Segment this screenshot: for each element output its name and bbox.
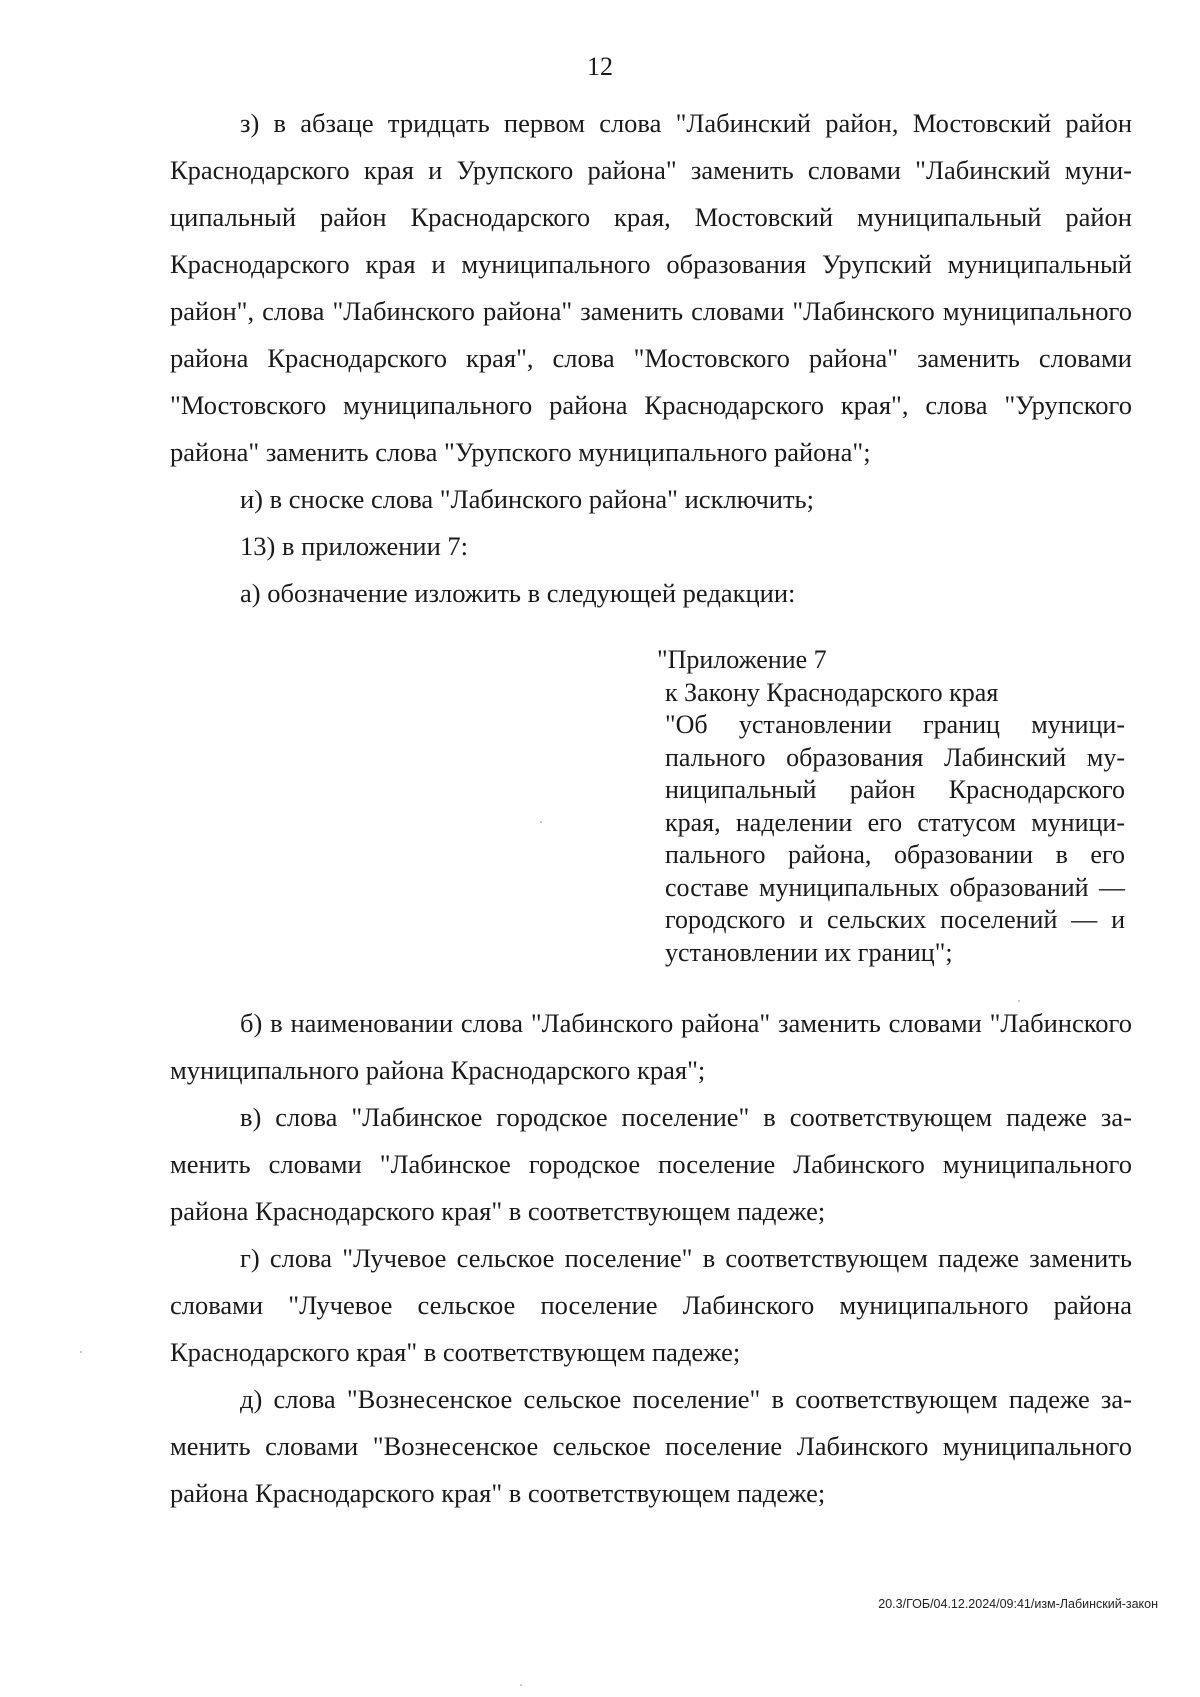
appendix-title: "Приложение 7 — [657, 645, 827, 674]
paragraph-b: б) в наименовании слова "Лабинского района" заменить словами "Лабинского муниципального района Краснодарского края"; — [170, 1008, 1132, 1085]
paragraph-d: д) слова "Вознесенское сельское поселение" в соответствующем падеже заменить словами "Вознесенское сельское поселение Лабинского муниципального района Краснодарского края" в соответствующем падеже; — [170, 1384, 1132, 1508]
appendix-law-ref: к Закону Краснодарского края — [665, 677, 999, 707]
scan-speck — [1018, 1000, 1020, 1002]
scan-speck — [520, 1684, 522, 1686]
scan-speck — [80, 1351, 82, 1353]
paragraph-g: г) слова "Лучевое сельское поселение" в соответствующем падеже заменить словами "Лучевое сельское поселение Лабинского муниципального района Краснодарского края" в соответствующем падеже; — [170, 1243, 1132, 1367]
document-registration-code: 20.3/ГОБ/04.12.2024/09:41/изм-Лабинский-закон — [878, 1597, 1158, 1611]
paragraph-13: 13) в приложении 7: — [240, 531, 469, 561]
paragraph-a: а) обозначение изложить в следующей редакции: — [240, 578, 796, 608]
appendix-designation — [657, 644, 1125, 969]
paragraph-v: в) слова "Лабинское городское поселение" в соответствующем падеже заменить словами "Лабинское городское поселение Лабинского муниципального района Краснодарского края" в соответствующем падеже; — [170, 1102, 1132, 1226]
amendment-block-1 — [170, 100, 1132, 617]
scan-speck — [540, 821, 542, 823]
page-number: 12 — [587, 52, 613, 81]
appendix-law-title: "Об установлении границ муниципального образования Лабинский муниципальный район Краснодарского края, наделении его статусом муниципального района, образовании в его составе муниципальных образований — городского и сельских поселений — и установлении их границ"; — [665, 710, 1125, 967]
amendment-block-2 — [170, 1000, 1132, 1517]
paragraph-i: и) в сноске слова "Лабинского района" исключить; — [240, 484, 814, 514]
paragraph-z: з) в абзаце тридцать первом слова "Лабинский район, Мостовский район Краснодарского края и Урупского района" заменить словами "Лабинский муниципальный район Краснодарского края, Мостовский муниципальный район Краснодарского края и муниципального образования Урупский муниципальный район", слова "Лабинского района" заменить словами "Лабинского муниципального района Краснодарского края", слова "Мостовского района" заменить словами "Мостовского муниципального района Краснодарского края", слова "Урупского района" заменить слова "Урупского муниципального района"; — [170, 108, 1132, 467]
